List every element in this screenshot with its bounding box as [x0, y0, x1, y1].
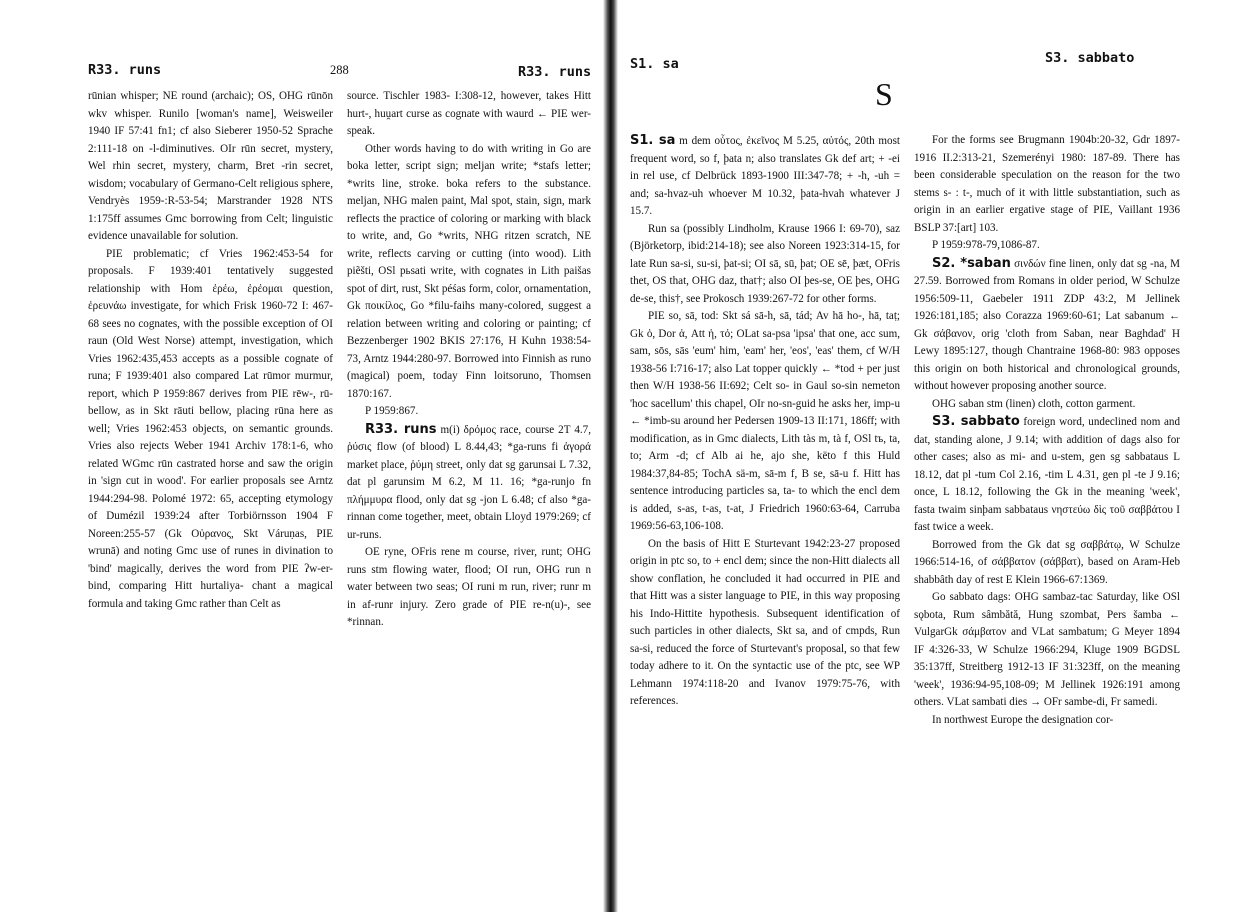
- paragraph: On the basis of Hitt E Sturtevant 1942:23-27 proposed origin in ptc so, to + encl dem; since the non-Hitt dialects all show conflation, he concluded it had occurred in PIE and that Hitt was a sister language to PIE, in this way proposing his Indo-Hittite hypothesis. Subsequent identification of such particles in other dialects, Skt sa, and of cmpds, Run sa-si, reduced the force of Sturtevant's proposal, so that few today adhere to it. On the syntactic use of the ptc, see WP Lehmann 1974:118-20 and Ivanov 1979:75-76, with references.: [630, 537, 900, 707]
- paragraph: PIE problematic; cf Vries 1962:453-54 for proposals. F 1939:401 tentatively suggested relationship with Hom ἐρέω, ἐρέομαι question, ἐρευνάω investigate, for which Frisk 1960-72 I: 467-68 sees no cognates, with the possible exception of OI raun (Old West Norse) attempt, investigation, which Vries 1962:435,453 accepts as a possible cognate of runa; F 1939:401 also compared Lat rūmor murmur, report, which P 1959:867 derives from PIE rēw-, rū- bellow, as in Skt rāuti bellow, placing rūna here as well; Vries 1962:453 objects, on semantic grounds. Vries also rejects Weber 1941 Archiv 178:1-6, who related WGmc rūn castrated horse and saw the origin in 'sign cut in wood'. For earlier proposals see Arntz 1944:294-98. Polomé 1972: 65, accepting etymology of Dumézil 1939:24 after Torbiörnsson 1904 F Noreen:255-57 (Gk Οὐρανος, Skt Váruṇas, PIE wrunā) and noting Gmc use of runes in divination to 'bind' magically, derives the word from PIE ʔw-er- bind, comparing Hitt hurtaliya- chant a magical formula and taking Gmc rather than Celt as: [88, 247, 333, 610]
- paragraph: P 1959:978-79,1086-87.: [932, 239, 1040, 251]
- paragraph: P 1959:867.: [365, 405, 419, 417]
- entry-r33: R33. runs m(i) δρόμος race, course 2T 4.7, ῥύσις flow (of blood) L 8.44,43; *ga-runs fi ἀγορά market place, ῥύμη street, only dat sg garunsai L 7.32, dat pl garunsim M 6.2, M 11. 16; *ga-runjo fn πλήμμυρα flood, only dat sg -jon L 6.48; cf also *ga-rinnan come together, meet, obtain Lloyd 1979:269; cf ur-runs.: [347, 421, 591, 541]
- right-column-2: [914, 132, 1180, 862]
- section-letter: S: [875, 76, 893, 112]
- entry-s1: S1. sa m dem οὗτος, ἐκεῖνος M 5.25, αὐτός, 20th most frequent word, so f, þata n; also translates Gk def art; + -ei in rel use, cf Delbrück 1893-1900 III:347-78; + -h, -uh = and; sa-hvaz-uh whoever M 10.32, þata-hvah whatever J 15.7.: [630, 133, 900, 217]
- running-head-left: R33. runs: [88, 62, 162, 78]
- page-number: 288: [330, 63, 349, 77]
- right-page: [620, 0, 1246, 912]
- paragraph: Go sabbato dags: OHG sambaz-tac Saturday, like OSl sǫbota, Rum sâmbătă, Hung szombat, Pers šamba ← VulgarGk σάμβατον and VLat sambatum; G Meyer 1894 IF 4:326-33, W Schulze 1966:294, Kluge 1909 BGDSL 35:137ff, Streitberg 1912-13 IF 31:323ff, on the meaning 'week', 1936:94-95,108-09; M Jellinek 1926:191 among others. VLat sambati dies → OFr sambe-di, Fr samedi.: [914, 591, 1180, 708]
- paragraph: rūnian whisper; NE round (archaic); OS, OHG rūnōn wkv whisper. Runilo [woman's name], Weisweiler 1940 IF 57:41 fn1; cf also Sieberer 1950-52 Sprache 2:111-18 on -l-diminutives. OIr rūn secret, mystery, Wel rhin secret, mystery, charm, Bret -rin secret, wisdom; vocabulary of Germano-Celt religious sphere, Vendryès 1959-:R-53-54; Marstrander 1928 NTS 1:175ff assumes Gmc borrowing from Celt; linguistic evidence unavailable for solution.: [88, 90, 333, 242]
- paragraph: OHG saban stm (linen) cloth, cotton garment.: [932, 397, 1136, 410]
- paragraph: Other words having to do with writing in Go are boka letter, script sign; meljan write; *stafs letter; *writs line, stroke. boka refers to the substance. meljan, NHG malen paint, Mal spot, stain, sign, mark reflects the practice of coloring or marking with black to write, and, Go *writs, NHG ritzen scratch, NE write, reflects carving or cutting (into wood). Lith piẽšti, OSl pьsati write, with cognates in Lith paišas spot of dirt, rust, Skt péśas form, color, ornamentation, Gk ποικίλος, Go *filu-faihs many-colored, suggest a relation between writing and coloring or painting; cf Bezzenberger 1902 BKIS 27:176, H Kuhn 1938:54-73, Arntz 1944:280-97. Borrowed into Finnish as runo (magical) poem, today Finn loitsoruno, Thomsen 1870:167.: [347, 142, 591, 400]
- paragraph: OE ryne, OFris rene m course, river, runt; OHG runs stm flowing water, flood; OI run, OHG run n water between two seas; OI runi m run, river; runr m in af-runr injury. Zero grade of PIE re-n(u)-, see *rinnan.: [347, 546, 591, 628]
- entry-s3: S3. sabbato foreign word, undeclined nom and dat, standing alone, J 9.14; with addition of dags also for other cases; also as mi- and u-stem, gen sg sabbataus L 18.12, dat pl -tum Col 2.16, -tim L 4.31, gen pl -te J 9.16; once, L 18.12, following the Gk in the meaning 'week', fasta twaim sinþam sabbataus νηστεύω δὶς τοῦ σαββάτου I fast twice a week.: [914, 414, 1180, 533]
- paragraph: Run sa (possibly Lindholm, Krause 1966 I: 69-70), saz (Björketorp, ibid:214-18); see also Noreen 1923:314-15, for late Run sa-si, su-si, þat-si; OI sā, sū, þat; OE sē, þæt, OFris thet, OS that, OHG daz, that†; also OI þes-se, OE þes, OHG de-se, this†, see Prokosch 1939:267-72 for other forms.: [630, 222, 900, 305]
- running-head-left: S1. sa: [630, 56, 679, 72]
- left-column-1: [88, 88, 333, 678]
- left-column-2: [347, 88, 591, 678]
- running-head-right: S3. sabbato: [1045, 50, 1135, 66]
- paragraph: Borrowed from the Gk dat sg σαββάτῳ, W Schulze 1966:514-16, of σάββατον (σάββατ), based on Aram-Heb shabbâth day of rest E Klein 1966-67:1369.: [914, 538, 1180, 586]
- paragraph: In northwest Europe the designation cor-: [932, 713, 1114, 726]
- right-column-1: [630, 132, 900, 862]
- running-head-right: R33. runs: [518, 64, 592, 80]
- paragraph: source. Tischler 1983- I:308-12, however, takes Hitt hurt-, huṷart curse as cognate with waurd ← PIE wer- speak.: [347, 90, 591, 137]
- left-page: [0, 0, 606, 912]
- paragraph: PIE so, sā, tod: Skt sá sā-h, sā, tád; Av hā ho-, hā, taṭ; Gk ὁ, Dor ἁ, Att ἡ, τό; OLat sa-psa 'ipsa' that one, acc sum, sam, sōs, sās 'eum' him, 'eam' her, 'eos', 'eas' them, cf W/H 1938-56 I:716-17; also Lat topper quickly ← *tod + per just then W/H 1938-56 II:692; Celt so- in Gaul so-sin nemeton 'hoc sacellum' this chapel, OIr no-sn-guid he asks her, imp-u ← *imb-su around her Pedersen 1909-13 II:171, 186ff; with modification, as in Gmc dialects, Lith tàs m, tà f, OSl tъ, ta, to; Arm -d; cf Alb ai he, ajo she, këto f this Huld 1984:37,84-85; TochA sä-m, sā-m f, B se, sā-u f. Hitt has sentence introducing particles sa, ta- to which the encl dem is added, s-as, t-as, t-at, J Friedrich 1960:63-64, Carruba 1969:56-63,106-108.: [630, 310, 900, 532]
- book-spine-shadow: [603, 0, 618, 912]
- entry-s2: S2. *saban σινδών fine linen, only dat sg -na, M 27.59. Borrowed from Romans in older period, W Schulze 1956:509-11, Gaebeler 1911 ZDP 43:2, M Jellinek 1926:181,185; also Corazza 1969:60-61; Lat sabanum ← Gk σάβανον, orig 'cloth from Saban, near Baghdad' H Lewy 1895:127, though Chantraine 1968-80: 983 opposes this origin on both historical and chronological grounds, without however proposing another source.: [914, 255, 1180, 392]
- paragraph: For the forms see Brugmann 1904b:20-32, Gdr 1897-1916 II.2:313-21, Szemerényi 1980: 187-89. There has been considerable speculation on the reason for the two stems s- : t-, much of it with little substantiation, such as origin in an earlier ergative stage of PIE, Vaillant 1936 BSLP 37:[art] 103.: [914, 134, 1180, 234]
